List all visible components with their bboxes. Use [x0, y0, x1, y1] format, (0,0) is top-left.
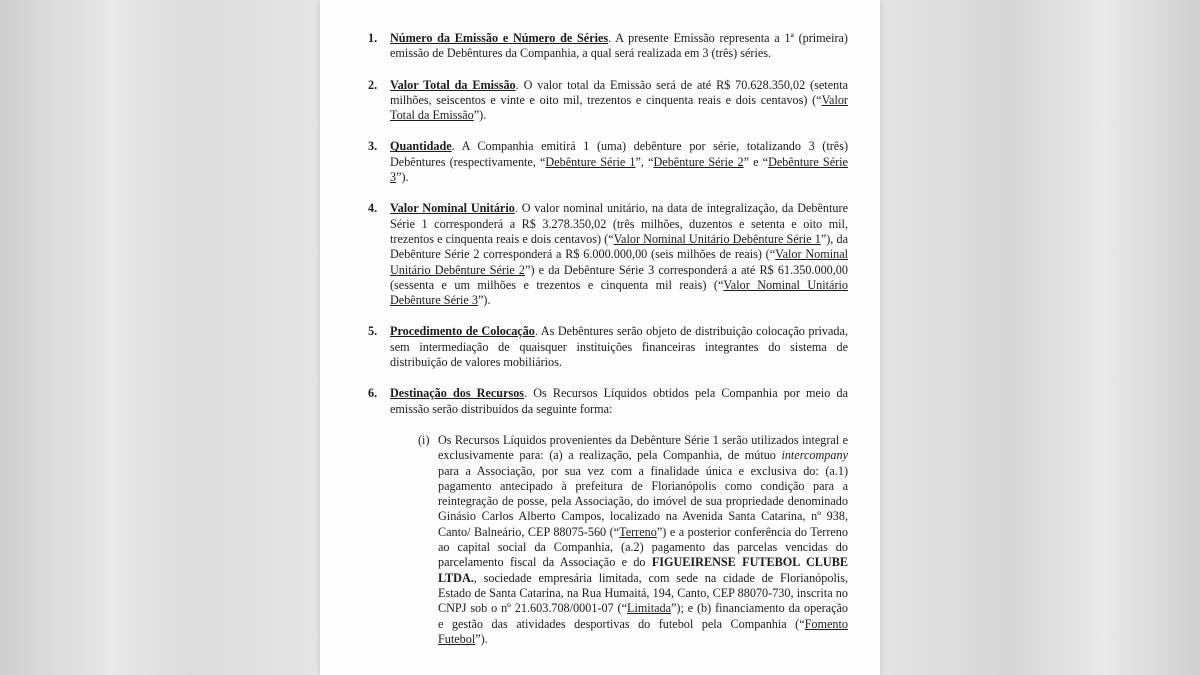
- clause-title: Valor Total da Emissão: [390, 77, 516, 92]
- clause-text: . O valor total da Emissão será de até R$ 70.628.350,02 (setenta milhões, seiscentos e vinte e oito mil, trezentos e cinquenta reais e dois centavos) (“: [390, 77, 848, 107]
- defined-term: Limitada: [627, 601, 671, 616]
- sub-text: ”).: [475, 631, 488, 646]
- sub-text: ”); e (b) financiamento da operação e gestão das atividades desportivas do futebol pela Companhia (“: [438, 601, 848, 631]
- clause-body: [390, 386, 848, 647]
- separator: ”, “: [635, 154, 654, 169]
- defined-term: Terreno: [619, 524, 657, 539]
- clause-body: [390, 201, 848, 308]
- sub-text: , sociedade empresária limitada, com sede na cidade de Florianópolis, Estado de Santa Catarina, na Rua Humaitá, 194, Canto, CEP 88070-730, inscrita no CNPJ sob o nº 21.603.708/0001-07 (“: [438, 570, 848, 616]
- sub-clause-i: [390, 433, 848, 647]
- defined-term: Valor Total da Emissão: [390, 92, 848, 123]
- clause-text-end: ”).: [478, 293, 491, 308]
- defined-term: Debênture Série 3: [390, 154, 848, 185]
- sub-text: ”) e a posterior conferência do Terreno ao capital social da Companhia, (a.2) pagamento das parcelas vencidas do parcelamento fiscal da Associação e do: [438, 524, 848, 570]
- defined-term: Debênture Série 2: [653, 154, 744, 169]
- separator: ”) e da Debênture Série 3 corresponderá a até R$ 61.350.000,00 (sessenta e um milhões e trezentos e cinquenta mil reais) (“: [390, 262, 848, 292]
- clause-body: [390, 78, 848, 124]
- defined-term: Valor Nominal Unitário Debênture Série 3: [390, 277, 848, 308]
- clause-text: . A Companhia emitirá 1 (uma) debênture por série, totalizando 3 (três) Debêntures (respectivamente, “: [390, 139, 848, 169]
- clause-title: Procedimento de Colocação: [390, 324, 535, 339]
- clause-title: Número da Emissão e Número de Séries: [390, 31, 609, 45]
- clause-title: Destinação dos Recursos: [390, 386, 525, 401]
- clause-text-end: ”).: [396, 170, 409, 185]
- sub-text: para a Associação, por sua vez com a finalidade única e exclusiva do: (a.1) pagamento antecipado à prefeitura de Florianópolis como condição para a reintegração de posse, pela Associação, do imóvel de sua propriedade denominado Ginásio Carlos Alberto Campos, localizado na Avenida Santa Catarina, nº 938, Canto/ Balneário, CEP 88075-560 (“: [438, 463, 848, 539]
- clause-number: 6.: [368, 386, 378, 401]
- clause-text: . A presente Emissão representa a 1ª (primeira) emissão de Debêntures da Companhia, a qual será realizada em 3 (três) séries.: [390, 31, 848, 61]
- clause-3: [368, 139, 848, 185]
- defined-term: Valor Nominal Unitário Debênture Série 1: [613, 231, 821, 246]
- clause-number: 4.: [368, 201, 378, 216]
- clause-body: [390, 139, 848, 185]
- clause-number: 1.: [368, 31, 378, 45]
- clause-4: [368, 201, 848, 308]
- sub-clause-body: [438, 433, 848, 647]
- background-left: [0, 0, 320, 675]
- clause-number: 3.: [368, 139, 378, 154]
- clause-2: [368, 78, 848, 124]
- clause-text: . O valor nominal unitário, na data de integralização, da Debênture Série 1 corresponderá a R$ 3.278.350,02 (três milhões, duzentos e setenta e oito mil, trezentos e cinquenta reais e dois centavos) (“: [390, 201, 848, 246]
- separator: ” e “: [743, 154, 769, 169]
- defined-term: Valor Nominal Unitário Debênture Série 2: [390, 247, 848, 277]
- clause-text: . As Debêntures serão objeto de distribuição colocação privada, sem intermediação de quaisquer instituições financeiras integrantes do sistema de distribuição de valores mobiliários.: [390, 324, 848, 370]
- document-page: [320, 0, 880, 675]
- clause-number: 5.: [368, 324, 378, 339]
- clause-text-end: ”).: [473, 108, 487, 123]
- clause-title: Valor Nominal Unitário: [390, 201, 515, 216]
- clause-text: . Os Recursos Líquidos obtidos pela Companhia por meio da emissão serão distribuídos da seguinte forma:: [390, 386, 848, 416]
- italic-term: intercompany: [781, 448, 848, 463]
- sub-text: Os Recursos Líquidos provenientes da Debênture Série 1 serão utilizados integral e exclusivamente para: (a) a realização, pela Companhia, de mútuo: [438, 432, 848, 463]
- clause-body: [390, 31, 848, 62]
- company-name: FIGUEIRENSE FUTEBOL CLUBE LTDA.: [438, 555, 848, 585]
- defined-term: Debênture Série 1: [545, 154, 636, 169]
- clause-1: [368, 31, 848, 62]
- clause-5: [368, 324, 848, 370]
- defined-term: Fomento Futebol: [438, 616, 848, 646]
- background-right: [880, 0, 1200, 675]
- clause-title: Quantidade: [390, 139, 452, 154]
- sub-clause-number: (i): [418, 432, 430, 447]
- clause-body: [390, 324, 848, 370]
- document-content: [368, 31, 848, 663]
- clause-6: [368, 386, 848, 647]
- clause-number: 2.: [368, 77, 378, 92]
- separator: ”), da Debênture Série 2 corresponderá a R$ 6.000.000,00 (seis milhões de reais) (“: [390, 231, 848, 262]
